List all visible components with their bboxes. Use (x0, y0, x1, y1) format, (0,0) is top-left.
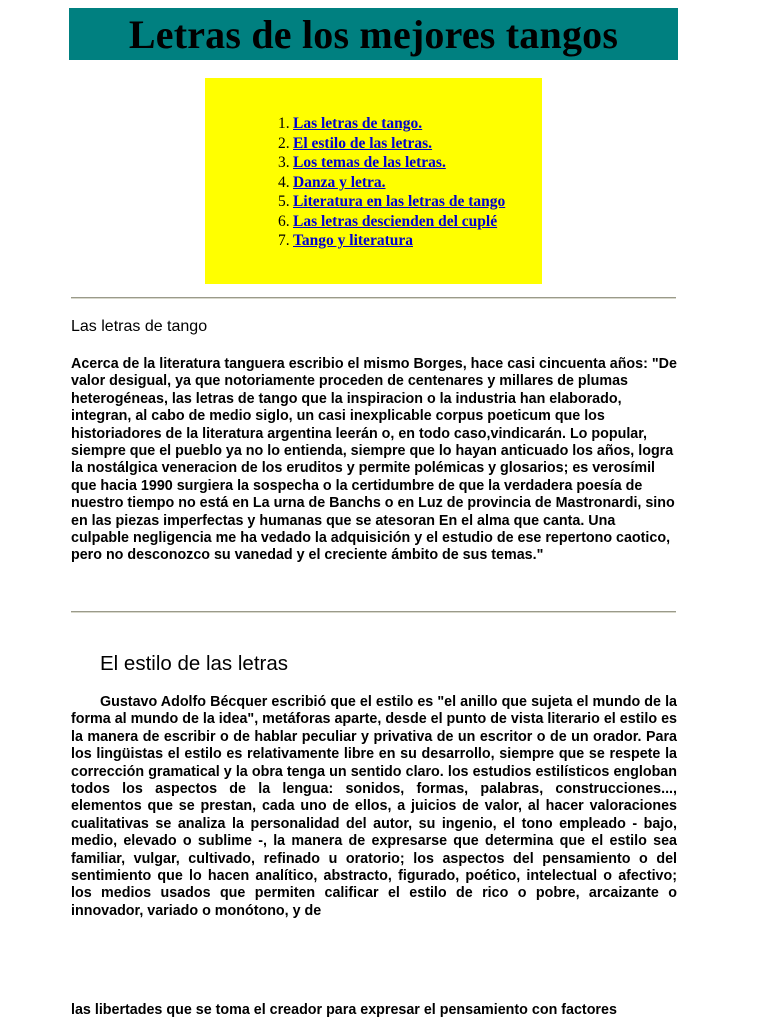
toc-link-literatura-letras[interactable]: Literatura en las letras de tango (293, 193, 506, 210)
section-heading-estilo: El estilo de las letras (100, 652, 289, 675)
title-banner (69, 8, 678, 60)
section-paragraph-estilo: Gustavo Adolfo Bécquer escribió que el estilo es "el anillo que sujeta el mundo de la forma al mundo de la idea", metáforas aparte, desde el punto de vista literario el estilo es la manera de escribir o de hablar peculiar y privativa de un escritor o de un orador. Para los lingüistas el estilo es relativamente libre en su desarrollo, siempre que se respete la corrección gramatical y la obra tenga un sentido claro. los estudios estilísticos engloban todos los aspectos de la lengua: sonidos, formas, palabras, construcciones..., elementos que se prestan, cada uno de ellos, a juicios de valor, al hacer valoraciones cualitativas se analiza la personalidad del autor, su ingenio, el tono empleado - bajo, medio, elevado o sublime -, la manera de expresarse que determina que el estilo sea familiar, vulgar, cultivado, refinado u oratorio; los aspectos del pensamiento o del sentimiento que lo hacen analítico, abstracto, figurado, poético, intelectual o afectivo; los medios usados que permiten calificar el estilo de rico o pobre, arcaizante o innovador, variado o monótono, y de (71, 694, 677, 919)
section-heading-letras: Las letras de tango (71, 318, 208, 335)
toc-item (278, 231, 505, 251)
section-divider (71, 297, 676, 299)
toc-number: 2. (278, 134, 290, 152)
toc-item (278, 114, 505, 134)
toc-number: 7. (278, 232, 290, 249)
toc-number: 6. (278, 212, 290, 230)
table-of-contents (205, 78, 542, 284)
toc-list (278, 114, 505, 251)
toc-number: 3. (278, 154, 290, 171)
toc-item (278, 173, 505, 193)
toc-link-cuple[interactable]: Las letras descienden del cuplé (293, 212, 498, 230)
toc-number: 5. (278, 193, 290, 210)
toc-link-danza[interactable]: Danza y letra. (293, 173, 386, 191)
section-paragraph-letras: Acerca de la literatura tanguera escribio el mismo Borges, hace casi cincuenta años: "De valor desigual, ya que notoriamente proceden de centenares y millares de plumas heterogéneas, las letras de tango que la inspiracion o la industria han elaborado, integran, al cabo de medio siglo, un casi inexplicable corpus poeticum que los historiadores de la literatura argentina leerán o, en todo caso,vindicarán. Lo popular, siempre que el pueblo ya no lo entienda, siempre que lo hayan anticuado los años, logra la nostálgica veneracion de los eruditos y permite polémicas y glosarios; es verosímil que hacia 1990 surgiera la sospecha o la certidumbre de que la verdadera poesía de nuestro tiempo no está en La urna de Banchs o en Luz de provincia de Mastronardi, sino en las piezas imperfectas y humanas que se atesoran En el alma que canta. Una culpable negligencia me ha vedado la adquisición y el estudio de ese repertono caotico, pero no desconozco su vanedad y el creciente ámbito de sus temas." (71, 356, 677, 564)
page-title: Letras de los mejores tangos (128, 12, 619, 57)
toc-number: 4. (278, 173, 290, 191)
toc-item (278, 153, 505, 173)
section-divider (71, 611, 676, 613)
toc-link-temas[interactable]: Los temas de las letras. (293, 154, 446, 171)
toc-item (278, 212, 505, 232)
toc-number: 1. (278, 115, 290, 132)
toc-link-letras-de-tango[interactable]: Las letras de tango. (293, 115, 423, 132)
toc-item (278, 192, 505, 212)
section-paragraph-continuation: las libertades que se toma el creador para expresar el pensamiento con factores (71, 1002, 617, 1018)
toc-item (278, 134, 505, 154)
toc-link-tango-literatura[interactable]: Tango y literatura (293, 232, 413, 249)
toc-link-estilo[interactable]: El estilo de las letras. (293, 134, 433, 152)
